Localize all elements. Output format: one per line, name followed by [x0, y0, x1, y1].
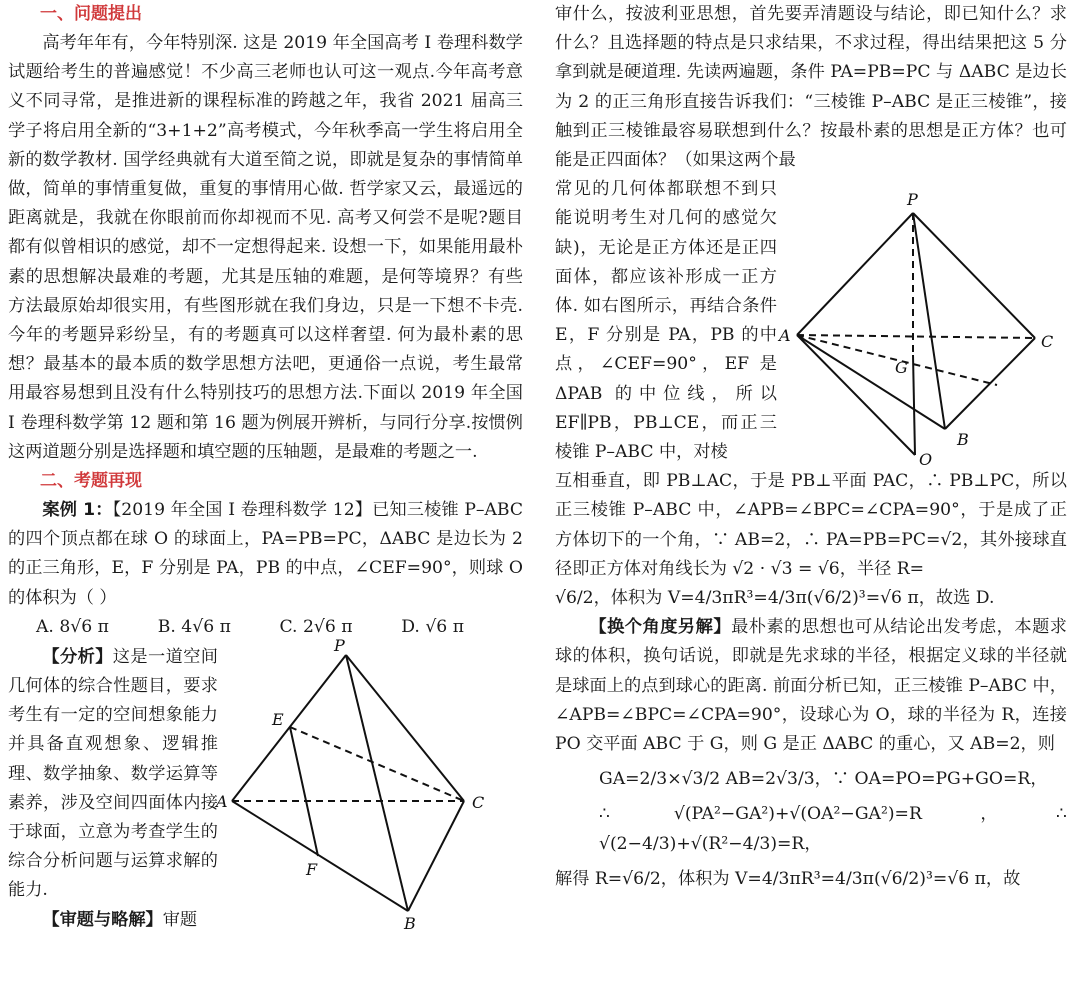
tetrahedron-diagram — [216, 635, 518, 933]
right-column — [555, 0, 1067, 894]
analysis-block — [8, 635, 523, 935]
intro-paragraph: 高考年年有，今年特别深. 这是 2019 年全国高考 I 卷理科数学试题给考生的普遍感觉！不少高三老师也认可这一观点.今年高考意义不同寻常，是推进新的课程标准的跨越之年，我省 2021 届高三学子将启用全新的“3+1+2”高考模式，今年秋季高一学生将启用全新的数学教材. 国学经典就有大道至简之说，即就是复杂的事情简单做，简单的事情重复做，重复的事情用心做. 哲学家又云，最遥远的距离就是，我就在你眼前而你却视而不见. 高考又何尝不是呢?题目都有似曾相识的感觉，却不一定想得起来. 设想一下，如果能用最朴素的思想解决最难的考题，尤其是压轴的难题，是何等境界？有些方法最原始却很实用，有些图形就在我们身边，只是一下想不卡壳. 今年的考题异彩纷呈，有的考题真可以这样奢望. 何为最朴素的思想？最基本的最本质的数学思想方法吧，更通俗一点说，考生最常用最容易想到且没有什么特别技巧的思想方法.下面以 2019 年全国 I 卷理科数学第 12 题和第 16 题为例展开辨析，与同行分享.按惯例这两道题分别是选择题和填空题的压轴题，是最难的考题之一. — [8, 33, 523, 462]
edge-pa — [797, 213, 913, 335]
solution-paragraph-wrap: 常见的几何体都联想不到只能说明考生对几何的感觉欠缺)，无论是正方体还是正四面体，都应该补形成一正方体. 如右图所示，再结合条件 E，F 分别是 PA，PB 的中点，∠CEF=90°，EF 是 ΔPAB 的中位线，所以 EF∥PB，PB⊥CE，而正三棱锥 P–ABC 中，对棱 — [555, 179, 777, 463]
cube-corner-figure — [777, 175, 1067, 470]
label-o: O — [919, 450, 933, 470]
label-p: P — [334, 635, 345, 655]
label-g: G — [895, 358, 908, 378]
edge-ao — [797, 335, 915, 455]
alternative-text: 最朴素的思想也可从结论出发考虑，本题求球的体积，换句话说，即就是先求球的半径，根据定义球的半径就是球面上的点到球心的距离. 前面分析已知，正三棱锥 P–ABC 中，∠APB=∠BPC=∠CPA=90°，设球心为 O，球的半径为 R，连接 PO 交平面 ABC 于 G，则 G 是正 ΔABC 的重心，又 AB=2，则 — [555, 617, 1067, 755]
equation-line-3: 解得 R=√6/2，体积为 V=4/3πR³=4/3π(√6/2)³=√6 π，故 — [555, 868, 1021, 889]
label-c: C — [472, 792, 485, 812]
case-text: 已知三棱锥 P–ABC 的四个顶点都在球 O 的球面上，PA=PB=PC，ΔABC 是边长为 2 的正三角形，E，F 分别是 PA，PB 的中点，∠CEF=90°，则球 O 的体积为（ ） — [8, 500, 524, 608]
edge-ab — [232, 801, 408, 911]
solution-wrap-block — [555, 175, 1067, 470]
alternative-paragraph — [555, 613, 1067, 759]
analysis-text: 这是一道空间几何体的综合性题目，要求考生有一定的空间想象能力并具备直观想象、逻辑推理、数学抽象、数学运算等素养，涉及空间四面体内接于球面，立意为考查学生的综合分析问题与运算求解的能力. — [8, 646, 218, 901]
answer-options — [8, 613, 523, 643]
option-b: B. 4√6 π — [157, 616, 231, 637]
edge-bc — [945, 338, 1035, 429]
segment-ec-hidden — [290, 727, 464, 801]
solution-result: √6/2，体积为 V=4/3πR³=4/3π(√6/2)³=√6 π，故选 D. — [555, 588, 995, 609]
cube-corner-diagram — [777, 175, 1067, 470]
alternative-label: 【换个角度另解】 — [589, 617, 732, 638]
edge-pc — [913, 213, 1035, 338]
edge-pa — [232, 655, 346, 801]
label-b: B — [957, 430, 969, 450]
edge-bc — [408, 801, 464, 911]
option-a: A. 8√6 π — [36, 616, 109, 637]
label-c: C — [1041, 332, 1054, 352]
solution-paragraph-top: 审什么，按波利亚思想，首先要弄清题设与结论，即已知什么？求什么？且选择题的特点是只求结果，不求过程，得出结果把这 5 分拿到就是硬道理. 先读两遍题，条件 PA=PB=PC 与 ΔABC 是边长为 2 的正三角形直接告诉我们：“三棱锥 P–ABC 是正三棱锥”，接触到正三棱锥最容易联想到什么？按最朴素的思想是正方体？也可能是正四面体？（如果这两个最 — [555, 4, 1067, 171]
equation-line-2: ∴ √(PA²−GA²)+√(OA²−GA²)=R，∴ √(2−4/3)+√(R²−4/3)=R， — [599, 804, 1067, 854]
option-c: C. 2√6 π — [279, 616, 353, 637]
label-a: A — [779, 326, 791, 346]
analysis-label: 【分析】 — [42, 646, 113, 667]
section-heading-2: 二、考题再现 — [40, 471, 142, 492]
left-column — [8, 0, 523, 935]
label-b: B — [404, 913, 416, 933]
label-a: A — [216, 791, 228, 811]
equation-line-1: GA=2/3×√3/2 AB=2√3/3，∵ OA=PO=PG+GO=R， — [599, 769, 1048, 790]
edge-ab — [797, 335, 945, 429]
analysis-paragraph — [8, 643, 218, 906]
label-e: E — [272, 709, 284, 729]
solution-paragraph-cont: 互相垂直，即 PB⊥AC，于是 PB⊥平面 PAC，∴ PB⊥PC，所以正三棱锥 P–ABC 中，∠APB=∠BPC=∠CPA=90°，于是成了正方体切下的一个角，∵ AB=2，∴ PA=PB=PC=√2，其外接球直径即正方体对角线长为 √2 · √3 = √6，半径 R= — [555, 471, 1067, 579]
case-paragraph — [8, 496, 523, 613]
edge-pb — [913, 213, 945, 429]
case-label: 案例 1： — [42, 500, 113, 521]
review-paragraph — [8, 906, 218, 935]
tetrahedron-figure — [216, 635, 518, 933]
review-label: 【审题与略解】 — [42, 909, 163, 930]
review-text: 审题 — [162, 909, 198, 930]
case-source: 【2019 年全国 I 卷理科数学 12】 — [112, 500, 373, 521]
segment-ef — [290, 727, 318, 856]
label-p: P — [907, 190, 918, 210]
option-d: D. √6 π — [401, 616, 464, 637]
segment-og — [913, 355, 915, 455]
edge-ac-hidden — [797, 335, 1035, 338]
label-f: F — [306, 859, 318, 879]
section-heading-1: 一、问题提出 — [40, 4, 142, 24]
